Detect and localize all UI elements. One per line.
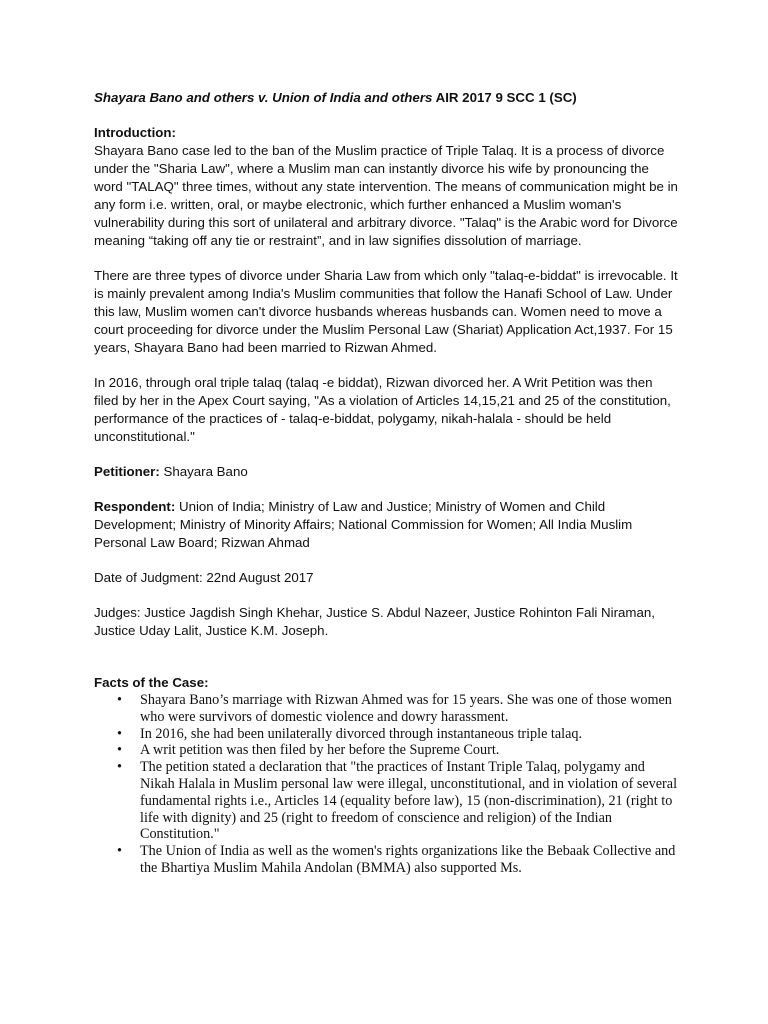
facts-heading: Facts of the Case:	[94, 675, 209, 690]
facts-list-item	[117, 742, 678, 759]
bullet-icon: •	[117, 725, 122, 742]
introduction-section	[94, 124, 678, 250]
facts-list-item	[117, 843, 678, 877]
case-name: Shayara Bano and others v. Union of India and others	[94, 90, 433, 105]
facts-list-item	[117, 759, 678, 843]
bullet-icon: •	[117, 759, 122, 776]
respondent-line	[94, 498, 678, 552]
facts-item-text: A writ petition was then filed by her before the Supreme Court.	[140, 742, 500, 759]
respondent-value: Union of India; Ministry of Law and Justice; Ministry of Women and Child Development; Ministry of Minority Affairs; National Commission for Women; All India Muslim Personal Law Board; Rizwan Ahmad	[94, 499, 633, 550]
facts-item-text: The Union of India as well as the women's rights organizations like the Bebaak Collective and the Bhartiya Muslim Mahila Andolan (BMMA) also supported Ms.	[140, 843, 676, 876]
facts-list-item	[117, 725, 678, 743]
case-title	[94, 89, 678, 107]
introduction-paragraph-1: Shayara Bano case led to the ban of the Muslim practice of Triple Talaq. It is a process of divorce under the "Sharia Law", where a Muslim man can instantly divorce his wife by pronouncing the word "TALAQ" three times, without any state intervention. The means of communication might be in any form i.e. written, oral, or maybe electronic, which further enhanced a Muslim woman's vulnerability during this sort of unilateral and arbitrary divorce. "Talaq" is the Arabic word for Divorce meaning “taking off any tie or restraint”, and in law signifies dissolution of marriage.	[94, 143, 678, 248]
petitioner-value: Shayara Bano	[159, 464, 248, 479]
date-of-judgment: Date of Judgment: 22nd August 2017	[94, 570, 314, 585]
bullet-icon: •	[117, 692, 122, 708]
introduction-paragraph-3: In 2016, through oral triple talaq (talaq -e biddat), Rizwan divorced her. A Writ Petition was then filed by her in the Apex Court saying, "As a violation of Articles 14,15,21 and 25 of the constitution, performance of the practices of - talaq-e-biddat, polygamy, nikah-halala - should be held unconstitutional."	[94, 375, 671, 444]
petitioner-line	[94, 463, 678, 481]
facts-section	[94, 674, 678, 877]
facts-item-text: Shayara Bano’s marriage with Rizwan Ahmed was for 15 years. She was one of those women who were survivors of domestic violence and dowry harassment.	[140, 692, 672, 725]
facts-list	[94, 692, 678, 877]
petitioner-label: Petitioner:	[94, 464, 160, 479]
facts-list-item	[117, 692, 678, 726]
facts-item-text: In 2016, she had been unilaterally divorced through instantaneous triple talaq.	[140, 725, 583, 742]
judges-line: Judges: Justice Jagdish Singh Khehar, Justice S. Abdul Nazeer, Justice Rohinton Fali Niraman, Justice Uday Lalit, Justice K.M. Joseph.	[94, 605, 655, 638]
bullet-icon: •	[117, 843, 122, 860]
facts-item-text: The petition stated a declaration that "the practices of Instant Triple Talaq, polygamy and Nikah Halala in Muslim personal law were illegal, unconstitutional, and in violation of several fundamental rights i.e., Articles 14 (equality before law), 15 (non-discrimination), 21 (right to life with dignity) and 25 (right to freedom of conscience and religion) of the Indian Constitution."	[140, 759, 678, 843]
introduction-heading: Introduction:	[94, 125, 176, 140]
introduction-paragraph-2: There are three types of divorce under Sharia Law from which only "talaq-e-biddat" is irrevocable. It is mainly prevalent among India's Muslim communities that follow the Hanafi School of Law. Under this law, Muslim women can't divorce husbands whereas husbands can. Women need to move a court proceeding for divorce under the Muslim Personal Law (Shariat) Application Act,1937. For 15 years, Shayara Bano had been married to Rizwan Ahmed.	[94, 268, 678, 355]
bullet-icon: •	[117, 742, 122, 759]
case-citation: AIR 2017 9 SCC 1 (SC)	[432, 90, 577, 105]
respondent-label: Respondent:	[94, 499, 176, 514]
